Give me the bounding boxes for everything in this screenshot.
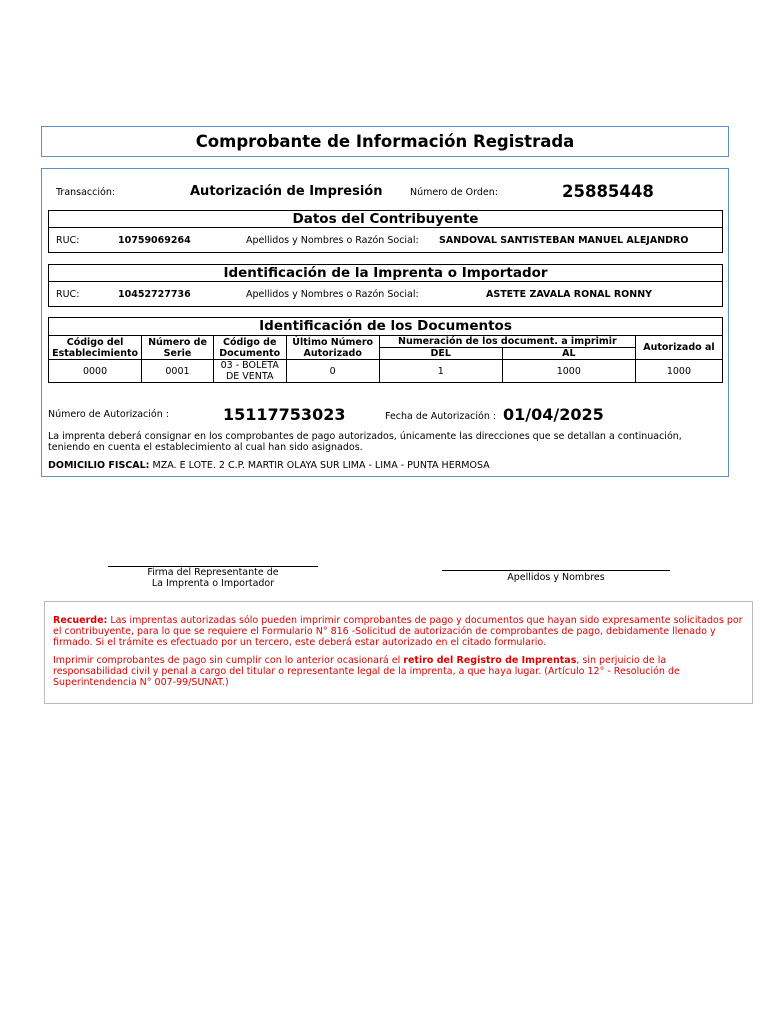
printer-heading: Identificación de la Imprenta o Importador (49, 265, 722, 282)
warning-recuerde-text: Las imprentas autorizadas sólo pueden imprimir comprobantes de pago y documentos que hayan sido expresamente solicitados por el contribuyente, para lo que se requiere el Formulario N° 816 -Solicitud de autorización de comprobantes de pago, debidamente llenado y firmado. Si el trámite es efectuado por un tercero, este deberá estar autorizado en el citado formulario. (53, 615, 743, 648)
warning-paragraph-2 (53, 655, 744, 688)
table-row (49, 360, 723, 383)
printer-ruc: 10452727736 (118, 289, 191, 300)
taxpayer-heading: Datos del Contribuyente (49, 211, 722, 228)
printer-section (48, 264, 723, 307)
registration-panel (41, 168, 729, 477)
documents-table (48, 335, 723, 383)
address-note: La imprenta deberá consignar en los comprobantes de pago autorizados, únicamente las direcciones que se detallan a continuación, teniendo en cuenta el establecimiento al cual han sido asignados. (48, 431, 682, 453)
right-signature-caption: Apellidos y Nombres (507, 572, 605, 583)
authorization-number: 15117753023 (223, 405, 346, 424)
col-autorizado-al: Autorizado al (635, 336, 722, 360)
order-number: 25885448 (562, 182, 654, 201)
fiscal-address-value: MZA. E LOTE. 2 C.P. MARTIR OLAYA SUR LIMA - LIMA - PUNTA HERMOSA (152, 460, 490, 471)
authorization-date: 01/04/2025 (503, 405, 604, 424)
col-serie: Número de Serie (142, 336, 214, 360)
warning-box (44, 601, 753, 704)
transaction-label: Transacción: (56, 187, 116, 198)
order-number-label: Número de Orden: (410, 187, 498, 198)
col-establecimiento: Código del Establecimiento (49, 336, 142, 360)
page-title: Comprobante de Información Registrada (41, 126, 729, 157)
cell-codigo: 03 - BOLETA DE VENTA (213, 360, 286, 383)
cell-ultimo: 0 (286, 360, 379, 383)
printer-name: ASTETE ZAVALA RONAL RONNY (486, 289, 653, 300)
printer-name-label: Apellidos y Nombres o Razón Social: (246, 289, 419, 300)
taxpayer-name: SANDOVAL SANTISTEBAN MANUEL ALEJANDRO (439, 235, 689, 246)
cell-al: 1000 (502, 360, 635, 383)
documents-heading-box (48, 317, 723, 336)
left-signature-caption (108, 567, 318, 589)
right-signature-line (442, 570, 670, 571)
cell-serie: 0001 (142, 360, 214, 383)
warning-paragraph-1 (53, 615, 744, 648)
transaction-value: Autorización de Impresión (190, 184, 383, 199)
taxpayer-name-label: Apellidos y Nombres o Razón Social: (246, 235, 419, 246)
fiscal-address (48, 460, 490, 471)
col-del: DEL (379, 348, 502, 360)
left-signature-line2: La Imprenta o Importador (151, 578, 275, 589)
taxpayer-ruc: 10759069264 (118, 235, 191, 246)
documents-heading: Identificación de los Documentos (259, 318, 512, 334)
left-signature-line1: Firma del Representante de (147, 567, 279, 578)
taxpayer-ruc-label: RUC: (56, 235, 80, 246)
col-numeracion: Numeración de los document. a imprimir (379, 336, 635, 348)
warning-p2-end: , sin perjuicio de la responsabilidad civil y penal a cargo del titular o representante legal de la imprenta, a que haya lugar. (Artículo 12° - Resolución de Superintendencia N° 007-99/SUNAT.) (53, 655, 680, 688)
col-al: AL (502, 348, 635, 360)
cell-autorizado-al: 1000 (635, 360, 722, 383)
authorization-date-label: Fecha de Autorización : (385, 411, 497, 422)
printer-ruc-label: RUC: (56, 289, 80, 300)
fiscal-address-label: DOMICILIO FISCAL: (48, 460, 150, 471)
col-ultimo: Último Número Autorizado (286, 336, 379, 360)
taxpayer-section (48, 210, 723, 253)
warning-p2-bold: retiro del Registro de Imprentas (403, 655, 577, 666)
cell-del: 1 (379, 360, 502, 383)
cell-establecimiento: 0000 (49, 360, 142, 383)
authorization-number-label: Número de Autorización : (48, 409, 169, 420)
warning-p2-start: Imprimir comprobantes de pago sin cumplir con lo anterior ocasionará el (53, 655, 401, 666)
warning-recuerde-label: Recuerde: (53, 615, 108, 626)
col-codigo: Código de Documento (213, 336, 286, 360)
